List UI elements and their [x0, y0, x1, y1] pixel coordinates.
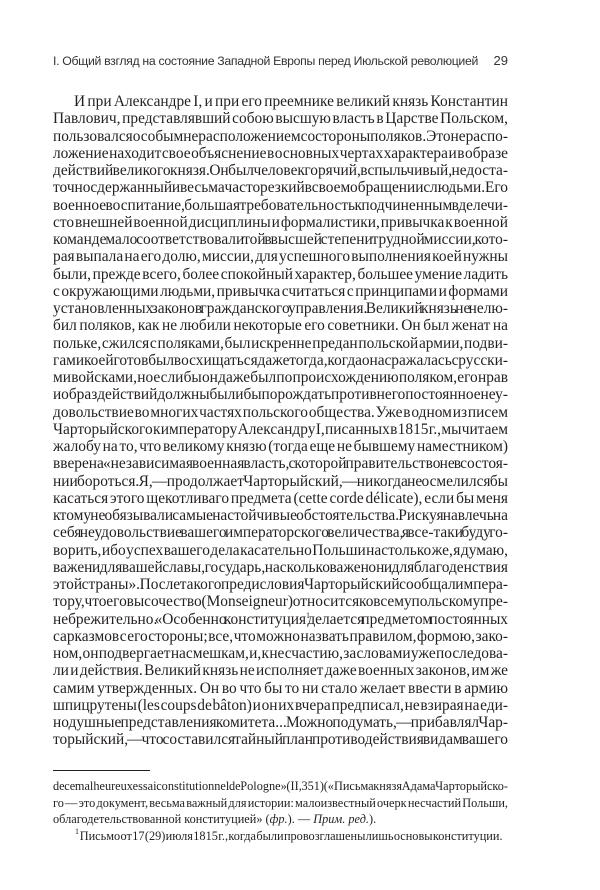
text-line: [53, 714, 508, 731]
text-line-content: установленных законов гражданского управления. Великий князь не нелю-: [53, 300, 508, 317]
text-line-content: с окружающими людьми, привычка считаться с принципами и формами: [53, 282, 508, 300]
text-segment: делается предметом постоянных: [310, 610, 508, 628]
text-segment: небрежительно. «Особенно конституция: [53, 610, 307, 628]
text-line-content: были, прежде всего, более спокойный характер, большее умение ладить: [53, 265, 508, 283]
text-line: [53, 490, 508, 507]
text-line: [53, 628, 508, 645]
text-line-content: довольствие во многих частях польского общества. Уже в одном из писем: [53, 403, 508, 421]
text-line: [53, 559, 508, 576]
text-line-content: Чарторыйского к императору Александру I, писанных в 1815 г., мы читаем: [53, 420, 508, 438]
text-line-content: касаться этого щекотливаго предмета (cette corde délicate), если бы меня: [53, 489, 508, 507]
footnote-text: облагодетельствованной конституцией» (: [53, 812, 270, 826]
text-line: [53, 93, 508, 110]
text-line: [53, 231, 508, 248]
text-line: [53, 524, 508, 541]
text-line-content: важен и для вашей славы, государь, насколько важен он и для благоденствия: [53, 558, 508, 576]
text-line: [53, 731, 508, 748]
text-line-content: жалобу на то, что великому князю (тогда еще не бывшему наместником): [53, 438, 508, 455]
text-line-content: команде мало соответствовали той в высшей степени трудной миссии, кото-: [53, 231, 508, 248]
text-line: [53, 266, 508, 283]
text-line: [53, 386, 508, 403]
text-line: [53, 576, 508, 593]
footnote-text: de ce malheureux essai constitutionnel de Pologne» (II, 351) («Письма князя Адама Чарторыйско-: [53, 779, 508, 793]
text-line-content: себя неудовольствие вашего императорского величества, я все-таки буду го-: [53, 524, 508, 542]
text-line: [53, 369, 508, 386]
footnote-text: ).: [369, 812, 377, 826]
main-text: [53, 93, 508, 749]
footnote-text: ). —: [287, 812, 314, 826]
text-line-content: военное воспитание, большая требовательность к подчиненным в деле чи-: [53, 196, 508, 214]
text-line-content: И при Александре I, и при его преемнике великий князь Константин: [74, 93, 508, 110]
text-line: [53, 352, 508, 369]
text-line-content: этой страны». После такого предисловия Чарторыйский сообщал импера-: [53, 576, 508, 593]
text-line: [53, 455, 508, 472]
text-line: [53, 197, 508, 214]
text-line-content: тору, что его высочество (Monseigneur) относится ко всему польскому пре-: [53, 593, 508, 611]
footnote-mark: 1: [75, 826, 79, 836]
text-line-content: бил поляков, как не любили некоторые его советники. Он был женат на: [53, 317, 508, 335]
text-line-content: торыйский, — что составился тайный план противодействия видам вашего: [53, 731, 508, 749]
footnote-line: [53, 795, 508, 812]
text-line-content: ми войсками, но если бы он даже был по происхождению поляком, его нрав: [53, 369, 508, 386]
text-line: [53, 421, 508, 438]
footnote-ref[interactable]: 1: [306, 610, 311, 620]
text-line-content: вверена «независимая военная власть, с которой правительство не в состоя-: [53, 455, 508, 473]
text-line: [53, 680, 508, 697]
footnote-separator: [53, 770, 150, 771]
text-line-content: пользовался особым нерасположением со стороны поляков. Это нераспо-: [53, 127, 508, 145]
page-number: 29: [493, 53, 508, 68]
text-line: [53, 179, 508, 196]
footnote-text: го — это документ, весьма важный для истории: малоизвестный очерк несчастий Польши,: [53, 795, 508, 810]
text-line-content: нодушные представления комитета... Можно подумать, — прибавлял Чар-: [53, 714, 508, 731]
text-line: [53, 128, 508, 145]
text-line-content: самим утвержденных. Он во что бы то ни стало желает ввести в армию: [53, 679, 508, 697]
running-title: I. Общий взгляд на состояние Западной Европы перед Июльской революцией: [53, 54, 478, 68]
footnote-line: [53, 778, 508, 795]
editor-note: Прим. ред.: [313, 812, 370, 826]
footnotes: [53, 778, 508, 844]
text-line-content: ворить, ибо успех вашего дела касательно Польши настолько же, я думаю,: [53, 541, 508, 559]
text-line: [53, 110, 508, 127]
text-line: [53, 145, 508, 162]
text-line: [53, 645, 508, 662]
text-line: [53, 611, 508, 628]
text-line: [53, 662, 508, 679]
text-line: [53, 214, 508, 231]
text-line-content: Павлович, представлявший собою высшую власть в Царстве Польском,: [53, 110, 508, 128]
text-line: [53, 593, 508, 610]
text-line-content: польке, сжился с поляками, был искренне предан польской армии, подви-: [53, 334, 508, 352]
text-line-content: гами коей готов был восхищаться даже тогда, когда она сражалась с русски-: [53, 351, 508, 369]
footnote-lang: фр.: [269, 812, 288, 826]
text-line-content: рая выпала на его долю, миссии, для успешного выполнения коей нужны: [53, 248, 508, 266]
text-line: [53, 335, 508, 352]
text-line: [53, 404, 508, 421]
footnote-1: [53, 828, 508, 845]
text-line-content: к тому не обязывали самые настойчивые обстоятельства. Рискуя навлечь на: [53, 507, 508, 524]
text-line-content: шпицрутены (les coups de bâton) и он их вчера предписал, не взирая на еди-: [53, 696, 508, 714]
text-line: [53, 438, 508, 455]
text-line-content: ли и действия. Великий князь не исполняет даже военных законов, им же: [53, 662, 508, 680]
text-line-content: сарказмов с его стороны; все, что можно назвать правилом, формою, зако-: [53, 627, 508, 645]
text-line-content: сто внешней военной дисциплины и формалистики, привычка к военной: [53, 213, 508, 231]
text-line: [53, 473, 508, 490]
text-line-content: ном, он подвергает насмешкам, и, к несчастию, за словами уже последова-: [53, 645, 508, 662]
footnote-text: Письмо от 17 (29) июля 1815 г., когда были провозглашены лишь основы конституции.: [79, 828, 503, 843]
text-line: [53, 317, 508, 334]
text-line: [53, 283, 508, 300]
text-line-content: и образ действий должны были бы порождать против него постоянное неу-: [53, 386, 508, 404]
text-line-content: ложение находит свое объяснение в основных чертах характера и в образе: [53, 144, 508, 162]
text-line: [53, 507, 508, 524]
text-line-content: нии бороться. Я, — продолжает Чарторыйский, — никогда не осмелился бы: [53, 472, 508, 490]
footnote-line: [53, 811, 508, 828]
text-line: [53, 300, 508, 317]
text-line: [53, 248, 508, 265]
text-line-content: точно сдержанный и весьма часто резкий в своем обращении с людьми. Его: [53, 179, 508, 197]
text-line: [53, 697, 508, 714]
text-line: [53, 542, 508, 559]
text-line: [53, 162, 508, 179]
running-header: [53, 54, 508, 72]
text-line-content: действий великого князя. Он был человек горячий, вспыльчивый, недоста-: [53, 162, 508, 179]
